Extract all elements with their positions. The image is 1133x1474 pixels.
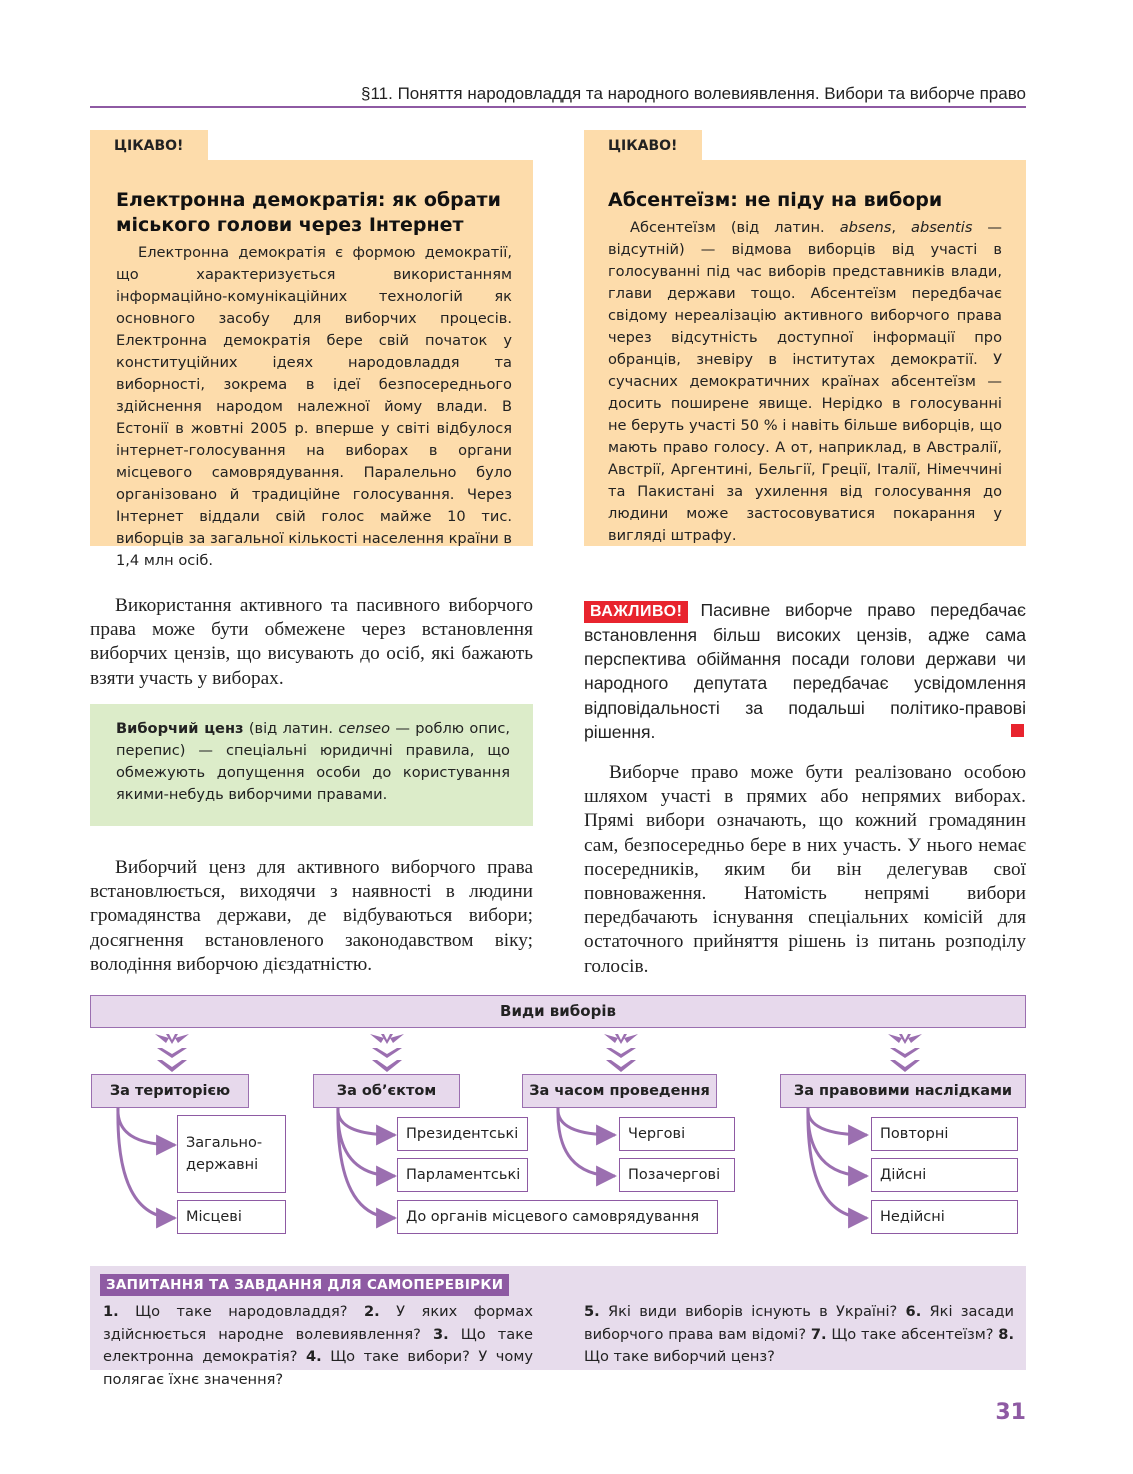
important-paragraph: ВАЖЛИВО! Пасивне виборче право передбачає встановлення більш високих цензів, адже сама перспектива обіймання посади голови держави чи народного депутата передбачає усвідомлення відповідальності за подальші політико-правові рішення.	[584, 600, 1026, 742]
running-header: §11. Поняття народовладдя та народного волевиявлення. Вибори та виборче право	[361, 84, 1026, 103]
paragraph-censuses: Використання активного та пасивного виборчого права може бути обмежене через встановлення виборчих цензів, що висувають до осіб, які бажають взяти участь у виборах.	[90, 595, 533, 689]
leaf-presidential: Президентські	[397, 1117, 528, 1151]
chevron-down-icon	[155, 1034, 189, 1072]
category-object: За об’єктом	[313, 1074, 460, 1108]
box-title: Абсентеїзм: не піду на вибори	[608, 189, 943, 211]
leaf-extraordinary: Позачергові	[619, 1158, 735, 1192]
diagram-title: Види виборів	[90, 995, 1026, 1028]
chevron-down-icon	[888, 1034, 922, 1072]
leaf-nationwide: Загально- державні	[177, 1115, 286, 1193]
category-legal: За правовими наслідками	[780, 1074, 1026, 1108]
leaf-parliamentary: Парламентські	[397, 1158, 528, 1192]
leaf-local: Місцеві	[177, 1200, 286, 1234]
box-tag: ЦІКАВО!	[90, 130, 208, 160]
box-text: Абсентеїзм (від латин. absens, absentis — відсутній) — відмова виборців від участі в голосуванні під час виборів представників влади, глави держави тощо. Абсентеїзм передбачає свідому нереалізацію активного виборчого права через відсутність доступної інформації про обранців, зневіру в інститутах демократії. У сучасних демократичних країнах абсентеїзм — досить поширене явище. Нерідко в голосуванні не беруть участі 50 % і навіть більше виборців, що мають право голосу. А от, наприклад, в Австралії, Австрії, Аргентині, Бельгії, Греції, Італії, Німеччині та Пакистані за ухилення від голосування до людини може застосовуватися покарання у вигляді штрафу.	[608, 219, 1003, 544]
leaf-valid: Дійсні	[871, 1158, 1018, 1192]
box-title: Електронна демократія: як обрати міського голови через Інтернет	[116, 189, 501, 236]
leaf-repeat: Повторні	[871, 1117, 1018, 1151]
paragraph-direct-indirect: Виборче право може бути реалізовано особою шляхом участі в прямих або непрямих виборах. Прямі вибори означають, що кожний громадянин сам, безпосередньо бере в них участь. У нього немає посередників, яким би він делегував свої повноваження. Натомість непрямі вибори передбачають існування спеціальних комісій для остаточного прийняття рішень із питань розподілу голосів.	[584, 762, 1026, 977]
leaf-local-government: До органів місцевого самоврядування	[397, 1200, 718, 1234]
questions-right: 5. Які види виборів існують в Україні? 6. Які засади виборчого права вам відомі? 7. Що таке абсентеїзм? 8. Що таке виборчий ценз?	[584, 1303, 1014, 1365]
questions-left: 1. Що таке народовладдя? 2. У яких формах здійснюється народне волевиявлення? 3. Що таке електронна демократія? 4. Що таке вибори? У чому полягає їхнє значення?	[103, 1303, 534, 1388]
questions-label: ЗАПИТАННЯ ТА ЗАВДАННЯ ДЛЯ САМОПЕРЕВІРКИ	[100, 1274, 509, 1296]
category-territory: За територією	[91, 1074, 249, 1108]
category-time: За часом проведення	[522, 1074, 717, 1108]
definition-text: Виборчий ценз (від латин. censeo — роблю опис, перепис) — спеціальні юридичні правила, що обмежують допущення особи до користування якими-небудь виборчими правами.	[116, 720, 511, 803]
paragraph-active-census: Виборчий ценз для активного виборчого права встановлюється, виходячи з наявності в людини громадянства держави, де відбуваються вибори; досягнення встановленого законодавством віку; володіння виборчою дієздатністю.	[90, 857, 533, 975]
chevron-down-icon	[604, 1034, 638, 1072]
chevron-down-icon	[370, 1034, 404, 1072]
important-badge: ВАЖЛИВО!	[584, 601, 688, 623]
box-tag: ЦІКАВО!	[584, 130, 702, 160]
leaf-invalid: Недійсні	[871, 1200, 1018, 1234]
box-text: Електронна демократія є формою демократії, що характеризується використанням інформаційно-комунікаційних технологій як основного засобу для виборчих процесів. Електронна демократія бере свій початок у конституційних ідеях народовладдя та виборності, зокрема в ідеї безпосереднього здійснення народом належної йому влади. В Естонії в жовтні 2005 р. вперше у світі відбулося інтернет-голосування на виборах в органи місцевого самоврядування. Паралельно було організовано й традиційне голосування. Через Інтернет віддали свій голос майже 10 тис. виборців за загальної кількості населення країни в 1,4 млн осіб.	[116, 244, 512, 569]
page-number: 31	[995, 1400, 1026, 1425]
leaf-regular: Чергові	[619, 1117, 735, 1151]
